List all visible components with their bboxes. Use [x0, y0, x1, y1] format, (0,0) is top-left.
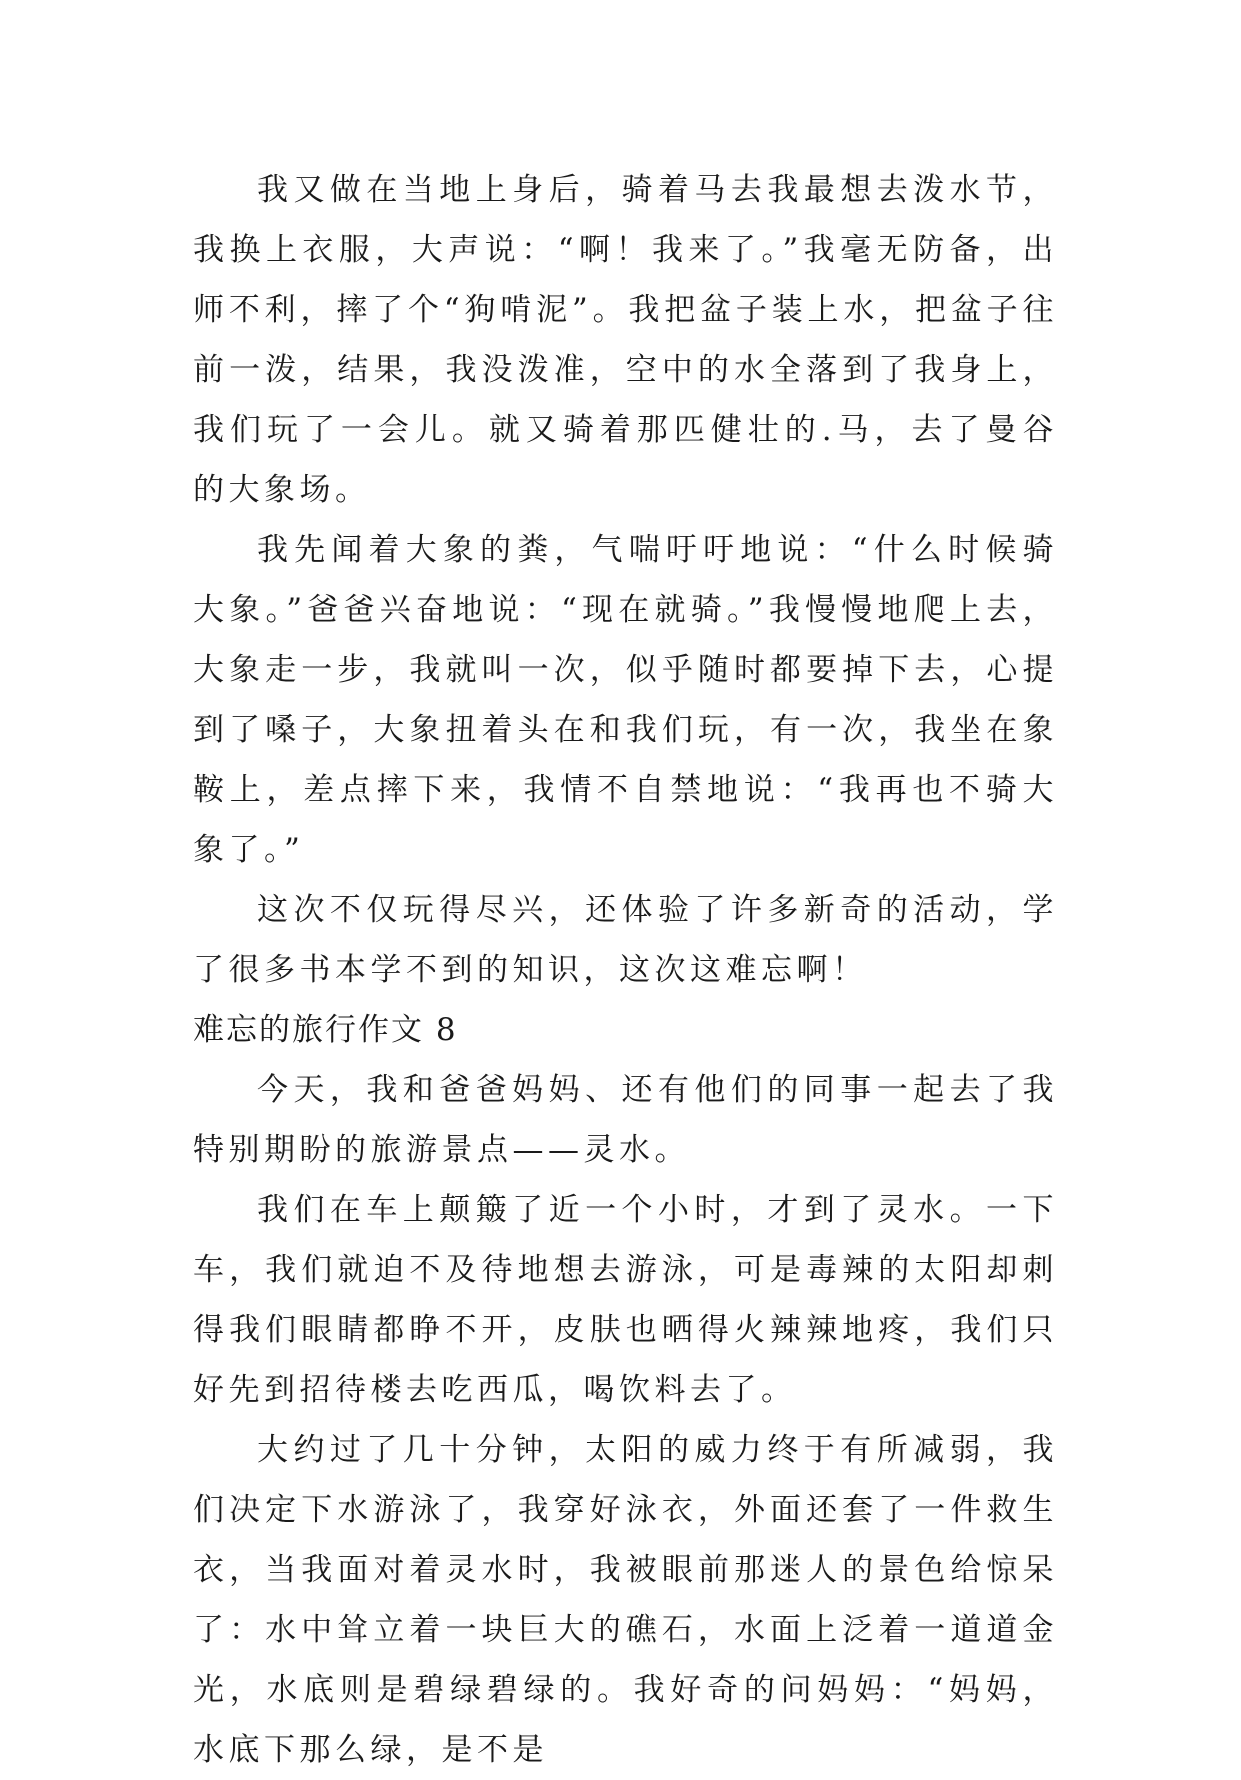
- paragraph-elephant-ride: 我先闻着大象的粪，气喘吁吁地说：“什么时候骑大象。”爸爸兴奋地说：“现在就骑。”我慢慢地爬上去，大象走一步，我就叫一次，似乎随时都要掉下去，心提到了嗓子，大象扭着头在和我们玩，有一次，我坐在象鞍上，差点摔下来，我情不自禁地说：“我再也不骑大象了。”: [193, 532, 1058, 868]
- paragraph-swimming: 大约过了几十分钟，太阳的威力终于有所减弱，我们决定下水游泳了，我穿好泳衣，外面还套了一件救生衣，当我面对着灵水时，我被眼前那迷人的景色给惊呆了：水中耸立着一块巨大的礁石，水面上泛着一道道金光，水底则是碧绿碧绿的。我好奇的问妈妈：“妈妈，水底下那么绿，是不是: [193, 1432, 1058, 1768]
- paragraph-arrival: 我们在车上颠簸了近一个小时，才到了灵水。一下车，我们就迫不及待地想去游泳，可是毒辣的太阳却刺得我们眼睛都睁不开，皮肤也晒得火辣辣地疼，我们只好先到招待楼去吃西瓜，喝饮料去了。: [193, 1192, 1058, 1408]
- essay-heading: 难忘的旅行作文 8: [193, 1012, 458, 1048]
- document-body: [193, 160, 1058, 1780]
- paragraph-water-festival: 我又做在当地上身后，骑着马去我最想去泼水节，我换上衣服，大声说：“啊！我来了。”我毫无防备，出师不利，摔了个“狗啃泥”。我把盆子装上水，把盆子往前一泼，结果，我没泼准，空中的水全落到了我身上，我们玩了一会儿。就又骑着那匹健壮的.马，去了曼谷的大象场。: [193, 172, 1058, 508]
- paragraph-trip-summary: 这次不仅玩得尽兴，还体验了许多新奇的活动，学了很多书本学不到的知识，这次这难忘啊！: [193, 892, 1058, 988]
- paragraph-lingshui-intro: 今天，我和爸爸妈妈、还有他们的同事一起去了我特别期盼的旅游景点——灵水。: [193, 1072, 1058, 1168]
